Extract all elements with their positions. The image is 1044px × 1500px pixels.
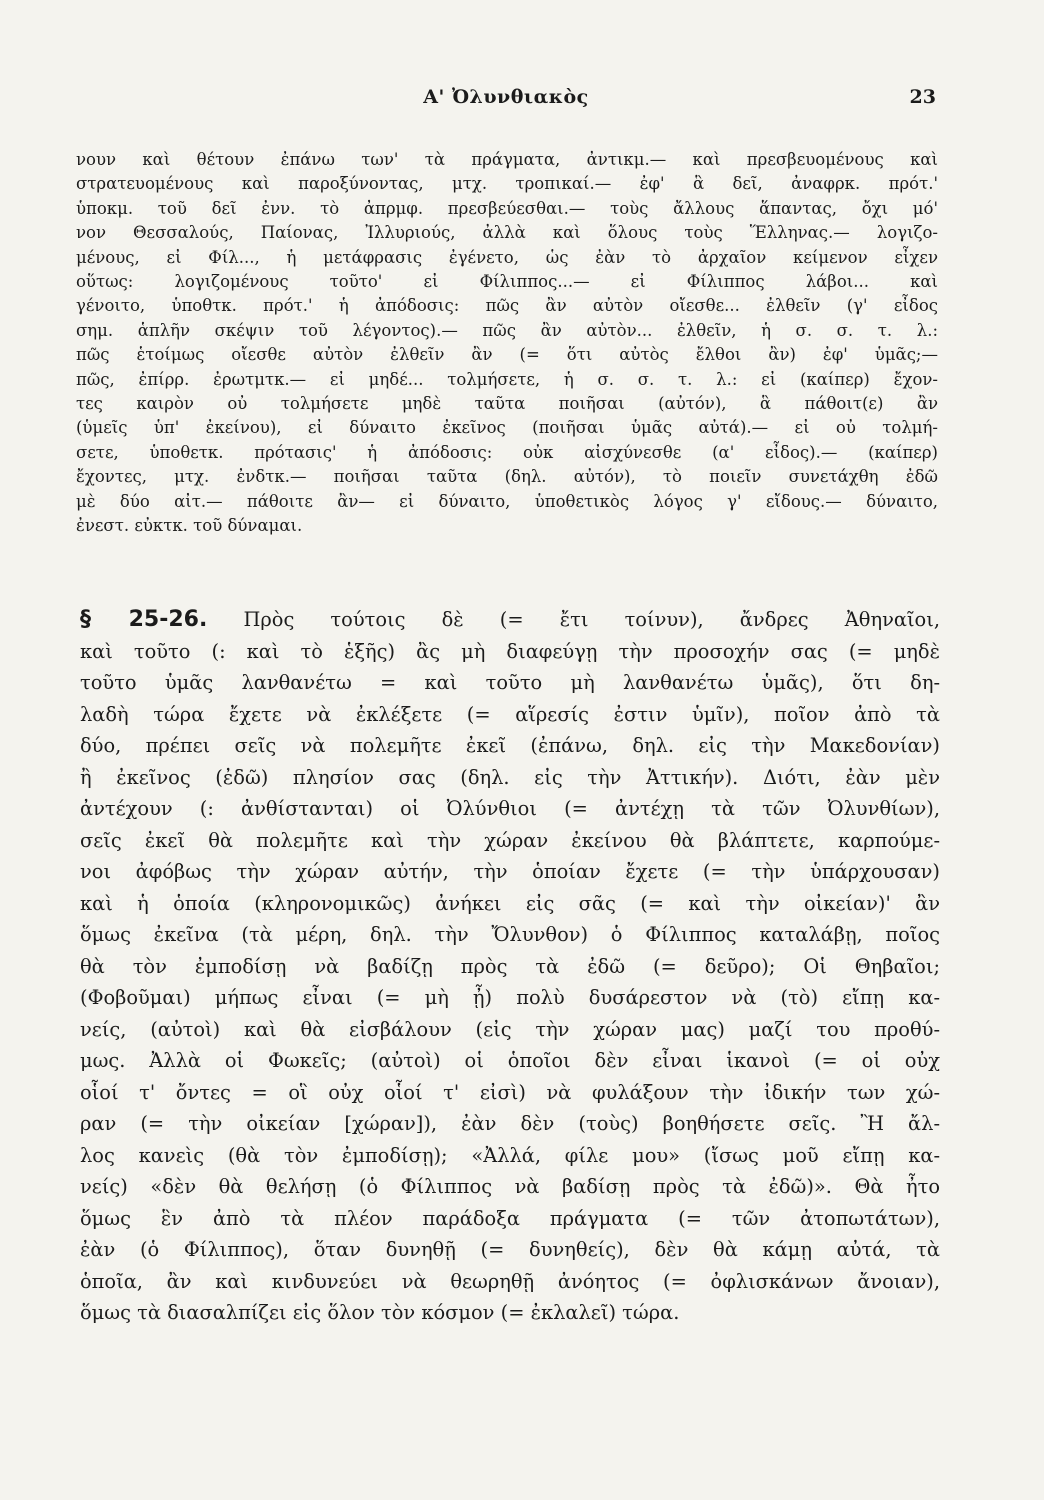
main-line: μως. Ἀλλὰ οἱ Φωκεῖς; (αὐτοὶ) οἱ ὁποῖοι δὲν εἶναι ἱκανοὶ (= οἱ οὐχ — [80, 1049, 940, 1072]
note-line: πῶς ἑτοίμως οἴεσθε αὐτὸν ἐλθεῖν ἂν (= ὅτι αὐτὸς ἔλθοι ἂν) ἐφ' ὑμᾶς;— — [76, 345, 938, 365]
main-line: ραν (= τὴν οἰκείαν [χώραν]), ἐὰν δὲν (τοὺς) βοηθήσετε σεῖς. Ἢ ἄλ- — [80, 1112, 940, 1135]
note-line: νουν καὶ θέτουν ἐπάνω των' τὰ πράγματα, ἀντικμ.— καὶ πρεσβευομένους καὶ — [76, 150, 938, 169]
main-line: ὅμως ἐκεῖνα (τὰ μέρη, δηλ. τὴν Ὄλυνθον) ὁ Φίλιππος καταλάβῃ, ποῖος — [80, 923, 940, 946]
main-line: νοι ἀφόβως τὴν χώραν αὐτήν, τὴν ὁποίαν ἔχετε (= τὴν ὑπάρχουσαν) — [80, 860, 940, 883]
main-line: λος κανεὶς (θὰ τὸν ἐμποδίσῃ); «Ἀλλά, φίλε μου» (ἴσως μοῦ εἴπῃ κα- — [80, 1143, 940, 1167]
main-line: Πρὸς τούτοις δὲ (= ἔτι τοίνυν), ἄνδρες Ἀθηναῖοι, — [243, 608, 940, 631]
main-line: ἐὰν (ὁ Φίλιππος), ὅταν δυνηθῇ (= δυνηθείς), δὲν θὰ κάμῃ αὐτά, τὰ — [80, 1238, 940, 1261]
main-line: καὶ τοῦτο (: καὶ τὸ ἑξῆς) ἂς μὴ διαφεύγῃ τὴν προσοχήν σας (= μηδὲ — [80, 639, 940, 663]
main-line: λαδὴ τώρα ἔχετε νὰ ἐκλέξετε (= αἵρεσίς ἐστιν ὑμῖν), ποῖον ἀπὸ τὰ — [80, 702, 940, 726]
note-line: μὲ δύο αἰτ.— πάθοιτε ἂν— εἰ δύναιτο, ὑποθετικὸς λόγος γ' εἴδους.— δύναιτο, — [76, 491, 938, 511]
page-header — [76, 86, 936, 116]
main-line: ἢ ἐκεῖνος (ἐδῶ) πλησίον σας (δηλ. εἰς τὴν Ἀττικήν). Διότι, ἐὰν μὲν — [80, 765, 940, 789]
main-line: νείς) «δὲν θὰ θελήσῃ (ὁ Φίλιππος νὰ βαδίσῃ πρὸς τὰ ἐδῶ)». Θὰ ἦτο — [80, 1175, 940, 1198]
note-line: ἐνεστ. εὐκτκ. τοῦ δύναμαι. — [76, 516, 303, 536]
main-line: δύο, πρέπει σεῖς νὰ πολεμῆτε ἐκεῖ (ἐπάνω, δηλ. εἰς τὴν Μακεδονίαν) — [80, 734, 940, 757]
section-label: § 25-26. — [80, 607, 208, 632]
main-line: σεῖς ἐκεῖ θὰ πολεμῆτε καὶ τὴν χώραν ἐκείνου θὰ βλάπτετε, καρπούμε- — [80, 828, 940, 852]
note-line: γένοιτο, ὑποθτκ. πρότ.' ἡ ἀπόδοσις: πῶς ἂν αὐτὸν οἴεσθε... ἐλθεῖν (γ' εἶδος — [76, 296, 938, 316]
note-line: σημ. ἁπλῆν σκέψιν τοῦ λέγοντος).— πῶς ἂν αὐτὸν... ἐλθεῖν, ἡ σ. σ. τ. λ.: — [76, 320, 938, 340]
main-line-first — [80, 604, 940, 636]
note-line: ἔχοντες, μτχ. ἐνδτκ.— ποιῆσαι ταῦτα (δηλ. αὐτόν), τὸ ποιεῖν συνετάχθη ἐδῶ — [76, 467, 938, 487]
main-line: θὰ τὸν ἐμποδίσῃ νὰ βαδίζῃ πρὸς τὰ ἐδῶ (= δεῦρο); Οἱ Θηβαῖοι; — [80, 954, 940, 978]
running-title: Α' Ὀλυνθιακὸς — [423, 86, 589, 108]
note-line: νον Θεσσαλούς, Παίονας, Ἰλλυριούς, ἀλλὰ καὶ ὅλους τοὺς Ἕλληνας.— λογιζο- — [76, 223, 938, 243]
note-line: οὕτως: λογιζομένους τοῦτο' εἰ Φίλιππος...— εἰ Φίλιππος λάβοι... καὶ — [76, 272, 938, 292]
translation-body — [80, 604, 940, 1329]
main-line: τοῦτο ὑμᾶς λανθανέτω = καὶ τοῦτο μὴ λανθανέτω ὑμᾶς), ὅτι δη- — [80, 671, 940, 694]
page-number: 23 — [909, 86, 936, 108]
main-line: ὁποῖα, ἂν καὶ κινδυνεύει νὰ θεωρηθῇ ἀνόητος (= ὀφλισκάνων ἄνοιαν), — [80, 1269, 940, 1293]
main-line: ὅμως ἓν ἀπὸ τὰ πλέον παράδοξα πράγματα (= τῶν ἀτοπωτάτων), — [80, 1206, 940, 1230]
note-line: (ὑμεῖς ὑπ' ἐκείνου), εἰ δύναιτο ἐκεῖνος (ποιῆσαι ὑμᾶς αὐτά).— εἰ οὐ τολμή- — [76, 418, 938, 438]
note-line: πῶς, ἐπίρρ. ἐρωτμτκ.— εἰ μηδέ... τολμήσετε, ἡ σ. σ. τ. λ.: εἰ (καίπερ) ἔχον- — [76, 369, 938, 389]
main-line: ὅμως τὰ διασαλπίζει εἰς ὅλον τὸν κόσμον (= ἐκλαλεῖ) τώρα. — [80, 1301, 680, 1324]
note-line: σετε, ὑποθετκ. πρότασις' ἡ ἀπόδοσις: οὐκ αἰσχύνεσθε (α' εἶδος).— (καίπερ) — [76, 442, 938, 462]
main-line: ἀντέχουν (: ἀνθίστανται) οἱ Ὀλύνθιοι (= ἀντέχῃ τὰ τῶν Ὀλυνθίων), — [80, 797, 940, 820]
note-line: μένους, εἰ Φίλ..., ἡ μετάφρασις ἐγένετο, ὡς ἐὰν τὸ ἀρχαῖον κείμενον εἶχεν — [76, 247, 938, 267]
main-line: (Φοβοῦμαι) μήπως εἶναι (= μὴ ᾖ) πολὺ δυσάρεστον νὰ (τὸ) εἴπῃ κα- — [80, 986, 940, 1009]
note-line: στρατευομένους καὶ παροξύνοντας, μτχ. τροπικαί.— ἐφ' ἃ δεῖ, ἀναφρκ. πρότ.' — [76, 174, 938, 194]
note-line: ὑποκμ. τοῦ δεῖ ἐνν. τὸ ἀπρμφ. πρεσβεύεσθαι.— τοὺς ἄλλους ἅπαντας, ὄχι μό' — [76, 198, 938, 218]
main-line: καὶ ἡ ὁποία (κληρονομικῶς) ἀνήκει εἰς σᾶς (= καὶ τὴν οἰκείαν)' ἂν — [80, 891, 940, 915]
note-line: τες καιρὸν οὐ τολμήσετε μηδὲ ταῦτα ποιῆσαι (αὐτόν), ἃ πάθοιτ(ε) ἂν — [76, 394, 938, 414]
main-line: οἷοί τ' ὄντες = οἳ οὐχ οἷοί τ' εἰσὶ) νὰ φυλάξουν τὴν ἰδικήν των χώ- — [80, 1080, 940, 1104]
main-line: νείς, (αὐτοὶ) καὶ θὰ εἰσβάλουν (εἰς τὴν χώραν μας) μαζί του προθύ- — [80, 1017, 940, 1041]
commentary-notes — [76, 148, 938, 539]
